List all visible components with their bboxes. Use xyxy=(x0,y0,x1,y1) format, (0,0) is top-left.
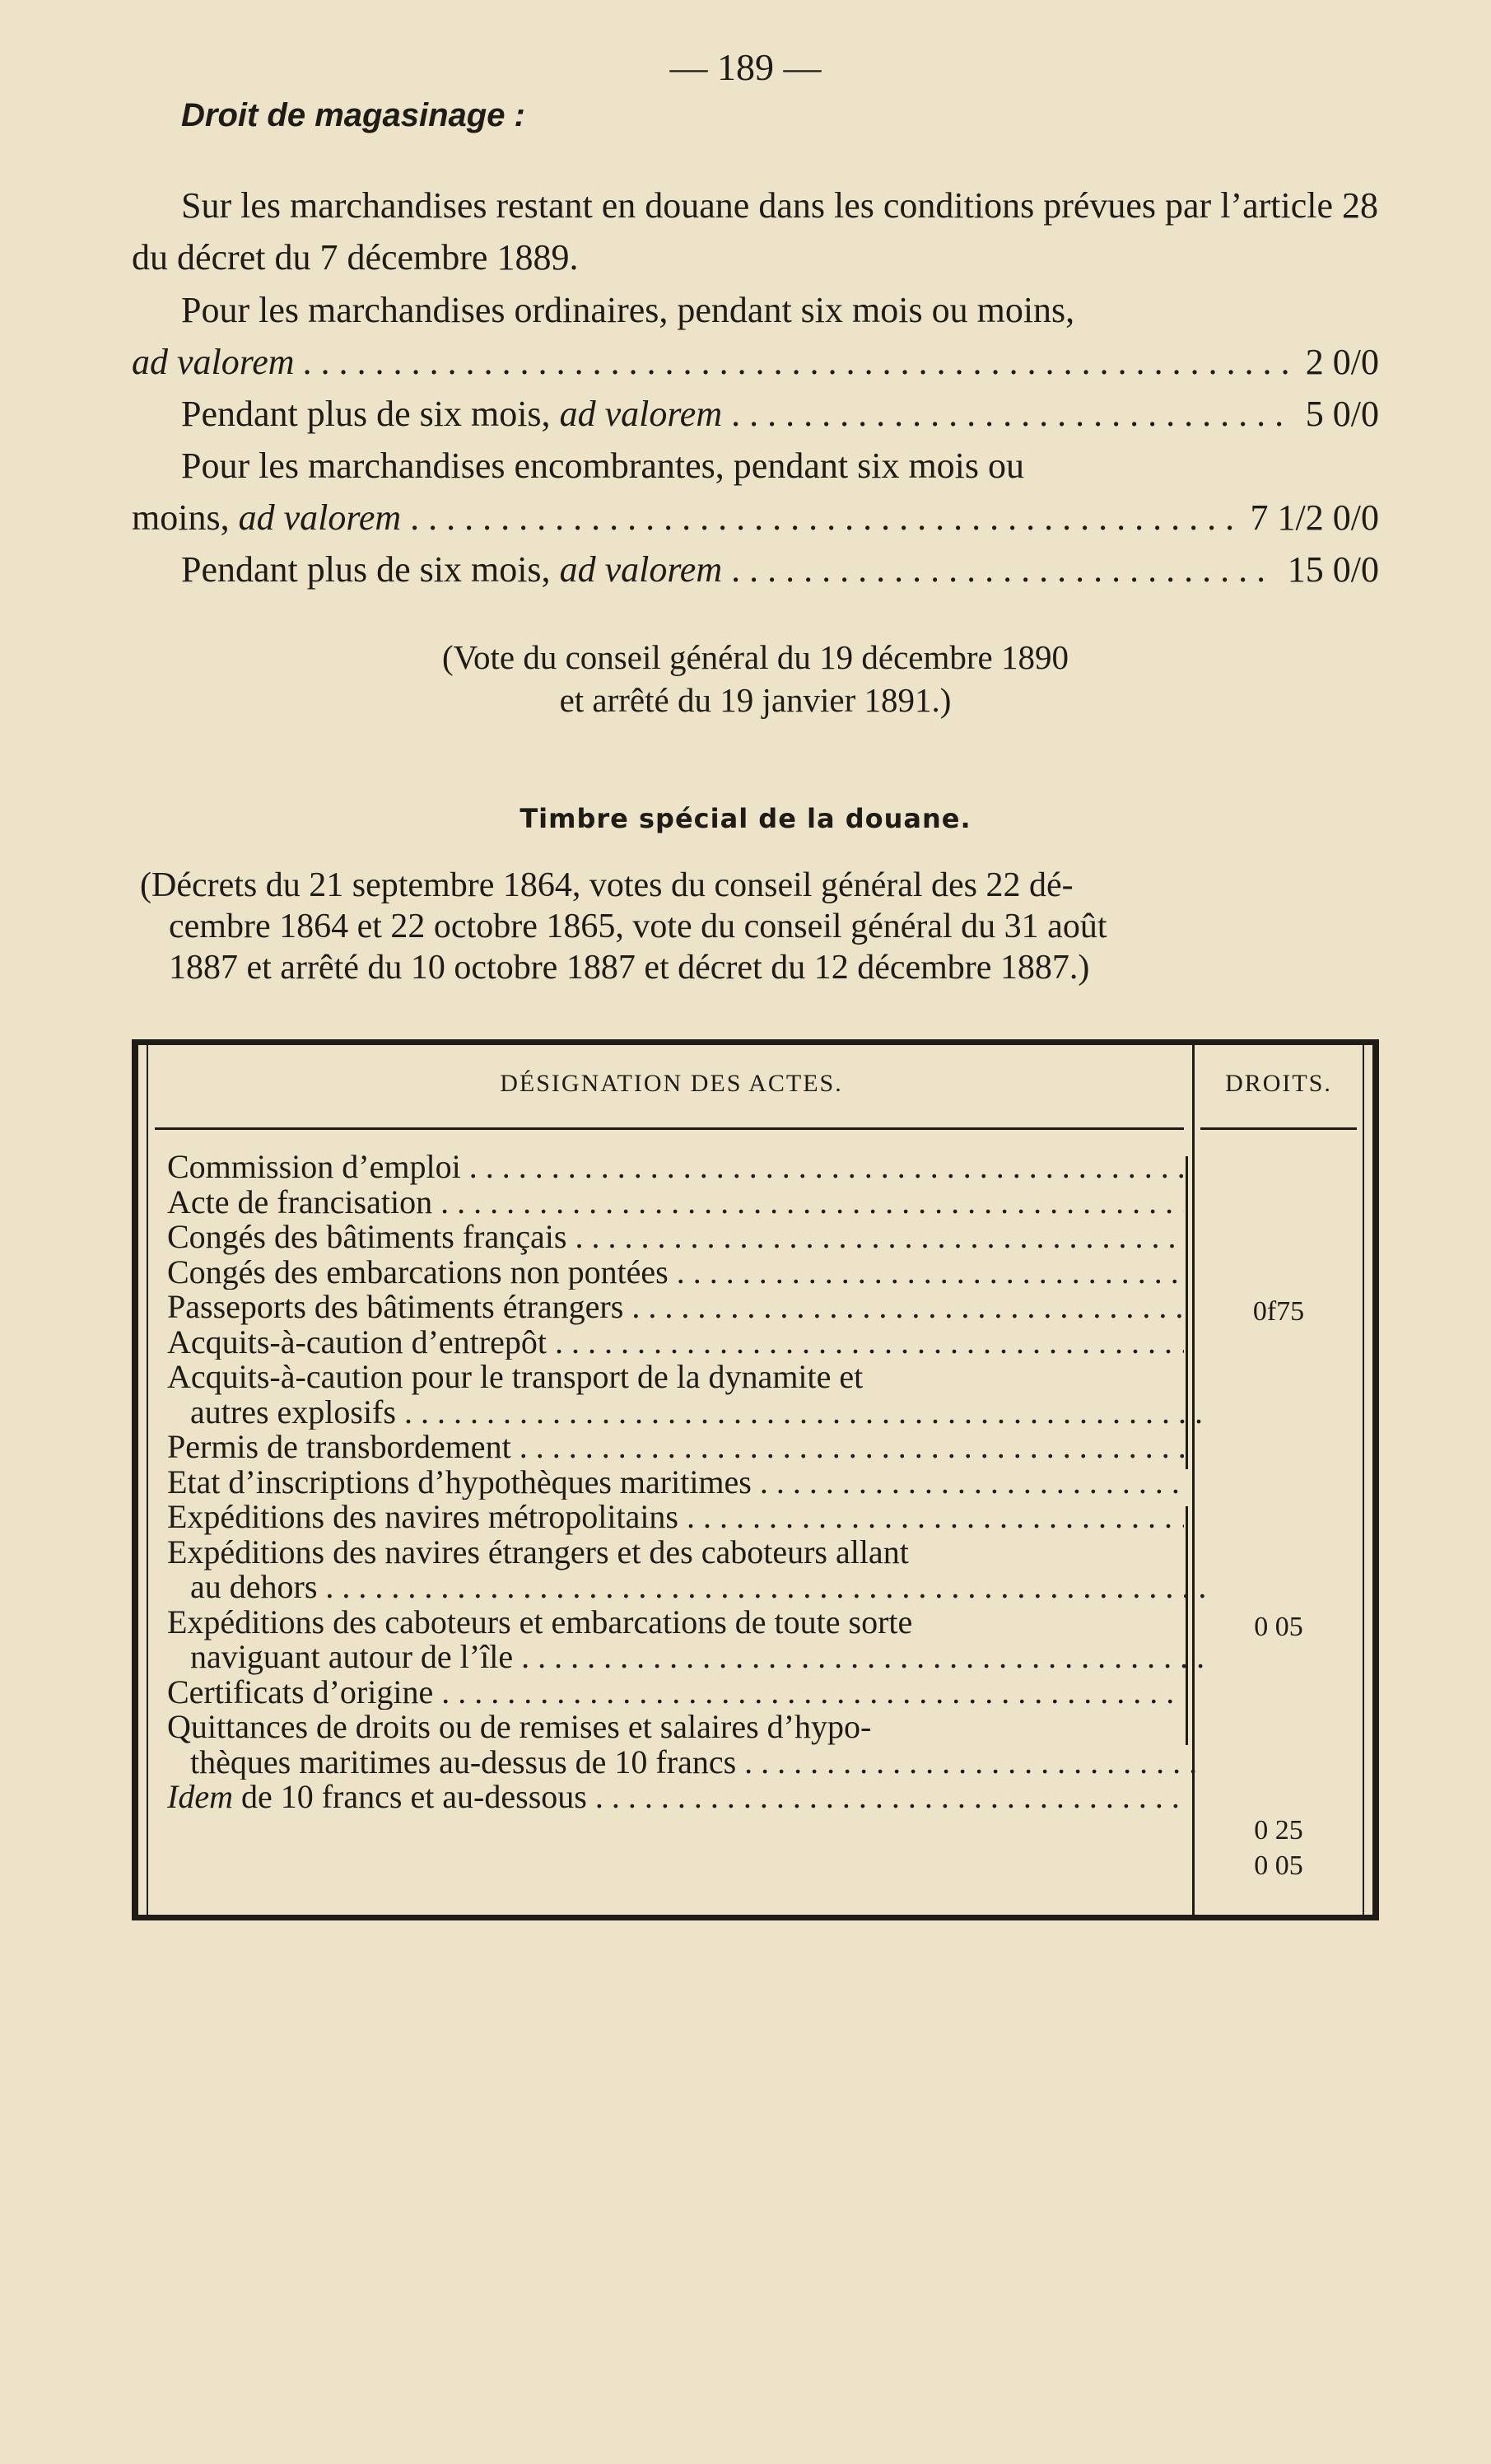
vote-note xyxy=(132,636,1379,721)
decrets-note xyxy=(132,865,1379,988)
special-title: Timbre spécial de la douane. xyxy=(520,803,971,834)
rate-3-amount: 7 1/2 0/0 xyxy=(1250,497,1379,538)
rate-line-1a: Pour les marchandises ordinaires, pendant six mois ou moins, xyxy=(181,290,1075,330)
table-row xyxy=(167,1780,1184,1815)
rate-2-amount: 5 0/0 xyxy=(1305,394,1379,434)
table-row xyxy=(167,1325,1184,1360)
header-rule-right xyxy=(1200,1127,1357,1130)
row-label: Expéditions des navires métropolitains . . . xyxy=(167,1500,1184,1535)
table-row xyxy=(167,1220,1184,1255)
rate-3-label xyxy=(132,492,1234,544)
table-row xyxy=(167,1395,1207,1430)
vote-line-1: (Vote du conseil général du 19 décembre 1890 xyxy=(442,638,1069,676)
brace-group-2 xyxy=(1186,1506,1188,1745)
table-inner-border-left xyxy=(147,1045,148,1915)
rate-group-1: 0f75 xyxy=(1252,1296,1305,1327)
table-row xyxy=(167,1255,1184,1290)
table-row xyxy=(167,1675,1184,1710)
row-label: Acte de francisation . . . xyxy=(167,1185,1184,1220)
rate-1-amount: 2 0/0 xyxy=(1305,342,1379,382)
rate-2-label xyxy=(181,388,1289,440)
row-label: Passeports des bâtiments étrangers . . . xyxy=(167,1290,1184,1325)
rate-4-text: Pendant plus de six mois, xyxy=(181,549,551,590)
rate-group-2: 0 05 xyxy=(1254,1612,1303,1642)
table-row: Expéditions des navires étrangers et des caboteurs allant xyxy=(167,1533,909,1570)
rate-4-amount: 15 0/0 xyxy=(1287,549,1379,590)
rate-row-2 xyxy=(132,388,1379,440)
header-designation: DÉSIGNATION DES ACTES. xyxy=(500,1070,843,1097)
page-number: — 189 — xyxy=(669,46,822,88)
table-row xyxy=(167,1570,1207,1605)
rate-3-italic: ad valorem xyxy=(238,497,402,538)
row-label: naviguant autour de l’île . . . xyxy=(190,1640,1207,1675)
table-row xyxy=(167,1150,1184,1185)
row-label: Certificats d’origine . . . xyxy=(167,1675,1184,1710)
row-label: Congés des embarcations non pontées . . . xyxy=(167,1255,1184,1290)
idem-label: Idem xyxy=(167,1780,233,1815)
row-label: Permis de transbordement . . . xyxy=(167,1430,1184,1465)
table-items xyxy=(167,1150,1184,1815)
table-row xyxy=(167,1290,1184,1325)
intro-paragraph xyxy=(132,180,1379,283)
row-label: thèques maritimes au-dessus de 10 francs . . . xyxy=(190,1745,1207,1780)
vote-line-2: et arrêté du 19 janvier 1891.) xyxy=(559,681,952,719)
header-rule-left xyxy=(155,1127,1184,1130)
rate-3-text: moins, xyxy=(132,497,230,538)
row-label: Etat d’inscriptions d’hypothèques maritimes . . . xyxy=(167,1465,1184,1500)
row-label: autres explosifs . . . xyxy=(190,1395,1207,1430)
rate-2-italic: ad valorem xyxy=(559,394,723,434)
row-label: au dehors . . . xyxy=(190,1570,1207,1605)
table-row xyxy=(167,1640,1207,1675)
table-row: Acquits-à-caution pour le transport de la dynamite et xyxy=(167,1358,864,1395)
rate-1-label: ad valorem . . . xyxy=(132,336,1289,388)
table-row xyxy=(167,1745,1207,1780)
brace-group-1 xyxy=(1186,1156,1188,1469)
table-row: Quittances de droits ou de remises et salaires d’hypo- xyxy=(167,1708,872,1745)
table-row xyxy=(167,1465,1184,1500)
table-inner-border-right xyxy=(1363,1045,1364,1915)
intro-text: Sur les marchandises restant en douane dans les conditions prévues par l’article 28 du décret du 7 décembre 1889. xyxy=(132,185,1378,278)
rate-4-italic: ad valorem xyxy=(559,549,723,590)
rate-row-4 xyxy=(132,544,1379,595)
decrets-line-3: 1887 et arrêté du 10 octobre 1887 et décret du 12 décembre 1887.) xyxy=(169,949,1090,987)
section-heading: Droit de magasinage : xyxy=(181,97,525,133)
table-column-separator xyxy=(1192,1045,1195,1915)
row-label xyxy=(167,1780,1184,1815)
rate-quittances-low: 0 05 xyxy=(1254,1850,1303,1881)
table-row xyxy=(167,1430,1184,1465)
row-label: Congés des bâtiments français . . . xyxy=(167,1220,1184,1255)
rate-quittances-high: 0 25 xyxy=(1254,1815,1303,1846)
table-row xyxy=(167,1185,1184,1220)
row-label: Commission d’emploi . . . xyxy=(167,1150,1184,1185)
header-droits: DROITS. xyxy=(1225,1070,1332,1097)
rate-row-1 xyxy=(132,336,1379,388)
rate-line-3a: Pour les marchandises encombrantes, pendant six mois ou xyxy=(181,446,1025,486)
rate-row-3 xyxy=(132,492,1379,544)
table-row: Expéditions des caboteurs et embarcations de toute sorte xyxy=(167,1603,913,1640)
table-row xyxy=(167,1500,1184,1535)
decrets-line-1: (Décrets du 21 septembre 1864, votes du conseil général des 22 dé- xyxy=(140,866,1074,904)
rate-2-text: Pendant plus de six mois, xyxy=(181,394,551,434)
decrets-line-2: cembre 1864 et 22 octobre 1865, vote du conseil général du 31 août xyxy=(169,908,1107,945)
row-label-text: de 10 francs et au-dessous xyxy=(240,1780,587,1815)
storage-rates xyxy=(132,284,1379,595)
rate-4-label xyxy=(181,544,1271,595)
stamp-duty-table xyxy=(132,1039,1379,1920)
row-label: Acquits-à-caution d’entrepôt . . . xyxy=(167,1325,1184,1360)
